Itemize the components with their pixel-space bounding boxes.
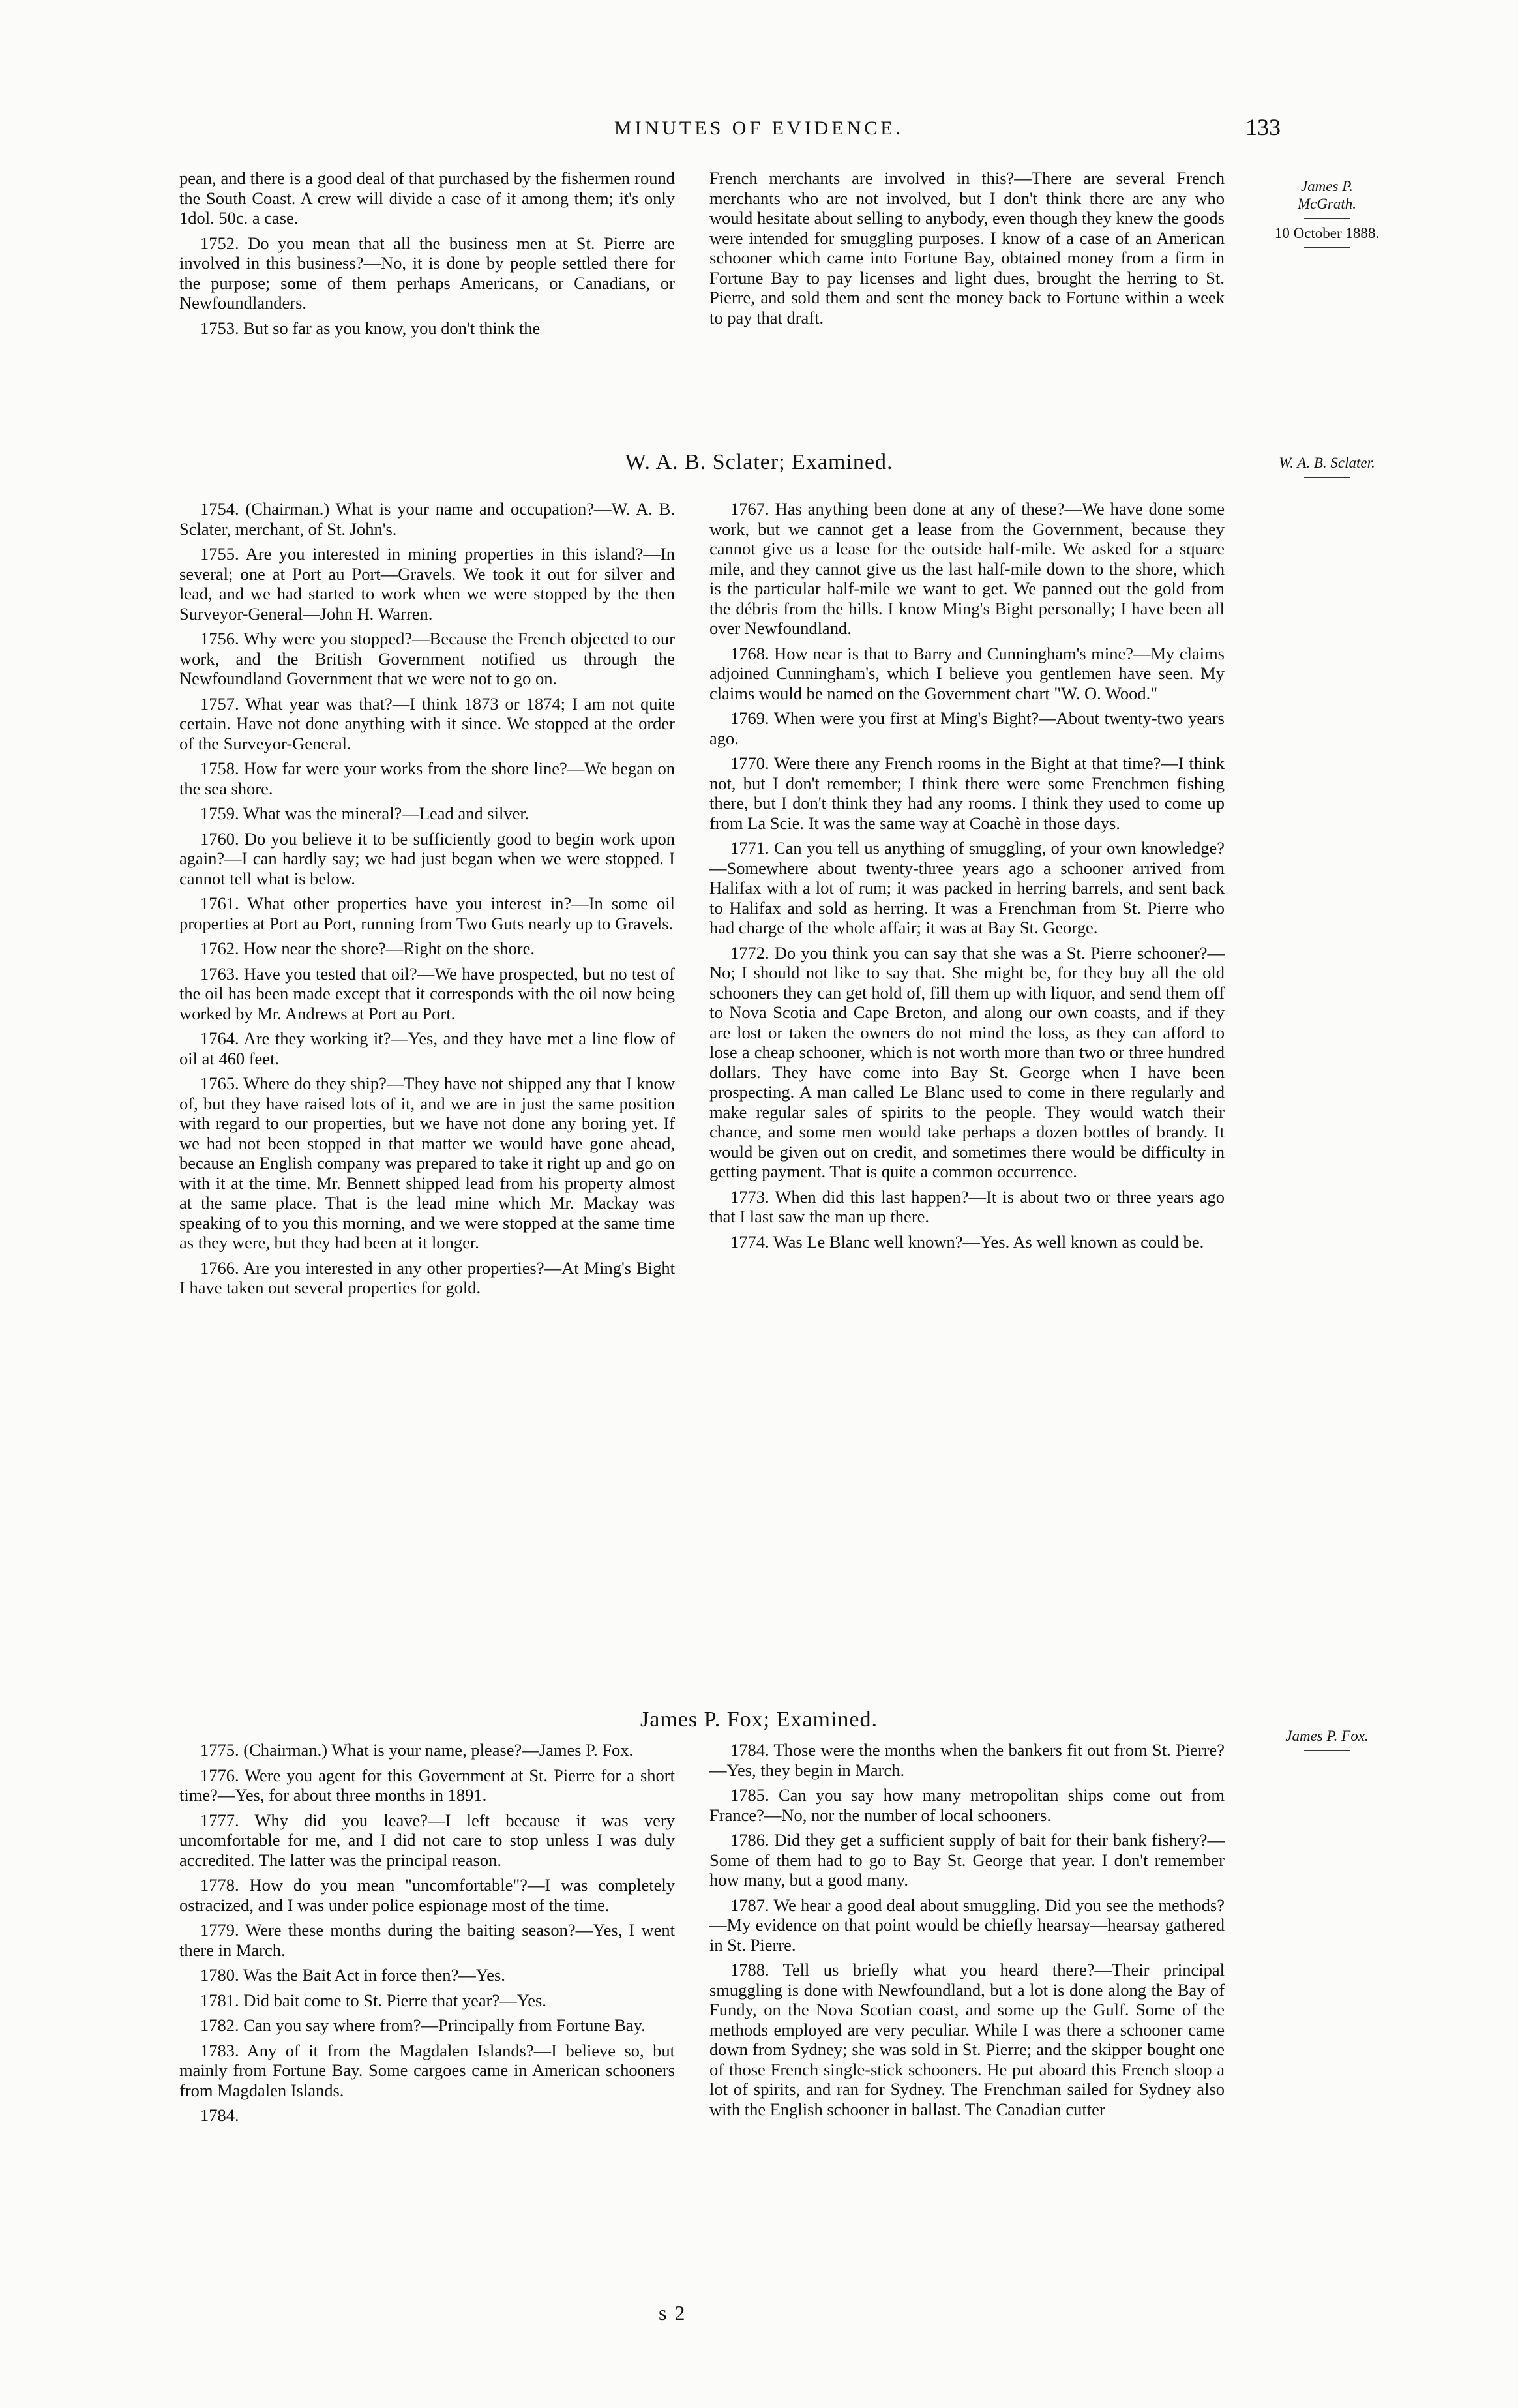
- continued-left-column: [179, 168, 675, 343]
- paragraph: 1784.: [200, 2105, 239, 2125]
- paragraph: 1786. Did they get a sufficient supply of bait for their bank fishery?—Some of them had to go to Bay St. George that year. I don't remember how many, but a good many.: [709, 1830, 1225, 1889]
- fox-left-column: [179, 1740, 675, 2131]
- margin-witness-mcgrath: [1272, 177, 1382, 254]
- continued-right-column: [709, 168, 1225, 333]
- paragraph: 1784. Those were the months when the bankers fit out from St. Pierre?—Yes, they begin in March.: [709, 1740, 1225, 1780]
- section-title-sclater: W. A. B. Sclater; Examined.: [625, 450, 893, 474]
- paragraph: 1763. Have you tested that oil?—We have prospected, but no test of the oil has been made except that it corresponds with the oil now being worked by Mr. Andrews at Port au Port.: [179, 963, 675, 1023]
- paragraph: 1757. What year was that?—I think 1873 or 1874; I am not quite certain. Have not done anything with it since. We stopped at the order of the Surveyor-General.: [179, 693, 675, 753]
- paragraph: 1754. (Chairman.) What is your name and occupation?—W. A. B. Sclater, merchant, of St. John's.: [179, 499, 675, 539]
- paragraph: 1776. Were you agent for this Government at St. Pierre for a short time?—Yes, for about three months in 1891.: [179, 1765, 675, 1805]
- page-number: 133: [1245, 114, 1281, 140]
- paragraph: 1782. Can you say where from?—Principally from Fortune Bay.: [200, 2015, 646, 2035]
- witness-date: 10 October 1888.: [1274, 225, 1380, 241]
- paragraph: 1762. How near the shore?—Right on the shore.: [200, 939, 535, 958]
- paragraph: 1752. Do you mean that all the business men at St. Pierre are involved in this business?—No, it is done by people settled there for the purpose; some of them perhaps Americans, or Canadians, or Newfoundlanders.: [179, 233, 675, 312]
- paragraph: 1779. Were these months during the baiting season?—Yes, I went there in March.: [179, 1920, 675, 1960]
- sclater-left-column: [179, 499, 675, 1303]
- paragraph: 1777. Why did you leave?—I left because it was very uncomfortable for me, and I did not care to stop unless I was duly accredited. The latter was the principal reason.: [179, 1810, 675, 1870]
- paragraph: 1769. When were you first at Ming's Bight?—About twenty-two years ago.: [709, 708, 1225, 748]
- divider: [1304, 1750, 1350, 1751]
- margin-witness-sclater: [1272, 454, 1382, 483]
- divider: [1304, 477, 1350, 478]
- divider: [1304, 218, 1350, 219]
- paragraph: 1773. When did this last happen?—It is about two or three years ago that I last saw the man up there.: [709, 1186, 1225, 1226]
- paragraph: 1785. Can you say how many metropolitan ships come out from France?—No, nor the number of local schooners.: [709, 1785, 1225, 1825]
- running-header: MINUTES OF EVIDENCE.: [614, 117, 904, 139]
- witness-name: James P. Fox.: [1285, 1728, 1369, 1744]
- paragraph: 1761. What other properties have you interest in?—In some oil properties at Port au Port, running from Two Guts nearly up to Gravels.: [179, 894, 675, 933]
- paragraph: 1774. Was Le Blanc well known?—Yes. As well known as could be.: [730, 1231, 1204, 1252]
- paragraph: 1755. Are you interested in mining properties in this island?—In several; one at Port au Port—Gravels. We took it out for silver and lead, and we had started to work when we were stopped by the then Surveyor-General—John H. Warren.: [179, 544, 675, 624]
- paragraph: 1765. Where do they ship?—They have not shipped any that I know of, but they have raised lots of it, and we are in just the same position with regard to our properties, but we have not done any boring yet. If we had not been stopped in that matter we would have gone ahead, because an English company was prepared to take it right up and go on with it at the time. Mr. Bennett shipped lead from his property almost at the same place. That is the lead mine which Mr. Mackay was speaking of to you this morning, and we were stopped at the same time as they were, but they had been at it longer.: [179, 1074, 675, 1252]
- paragraph: pean, and there is a good deal of that purchased by the fishermen round the South Coast. A crew will divide a case of it among them; it's only 1dol. 50c. a case.: [179, 168, 675, 228]
- witness-name: W. A. B. Sclater.: [1279, 455, 1375, 471]
- paragraph: 1756. Why were you stopped?—Because the French objected to our work, and the British Government notified us through the Newfoundland Government that we were not to go on.: [179, 629, 675, 688]
- paragraph: 1760. Do you believe it to be sufficiently good to begin work upon again?—I can hardly say; we had just began when we were stopped. I cannot tell what is below.: [179, 828, 675, 888]
- paragraph: 1753. But so far as you know, you don't think the: [200, 318, 541, 338]
- section-title-fox: James P. Fox; Examined.: [640, 1708, 878, 1732]
- paragraph: 1766. Are you interested in any other properties?—At Ming's Bight I have taken out several properties for gold.: [179, 1257, 675, 1297]
- paragraph: 1771. Can you tell us anything of smuggling, of your own knowledge?—Somewhere about twenty-three years ago a schooner arrived from Halifax with a lot of rum; it was packed in herring barrels, and sent back to Halifax and sold as herring. It was a Frenchman from St. Pierre who had charge of the whole affair; it was at Bay St. George.: [709, 838, 1225, 937]
- fox-right-column: [709, 1740, 1225, 2124]
- paragraph: 1788. Tell us briefly what you heard there?—Their principal smuggling is done with Newfoundland, but a lot is done along the Bay of Fundy, on the Nova Scotian coast, and some up the Gulf. Some of the methods employed are very peculiar. While I was there a schooner came down from Sydney; she was sold in St. Pierre; and the skipper bought one of those French single-stick schooners. He put aboard this French sloop a lot of spirits, and ran for Sydney. The Frenchman sailed for Sydney also with the English schooner in ballast. The Canadian cutter: [709, 1960, 1225, 2119]
- margin-witness-fox: [1272, 1727, 1382, 1756]
- paragraph: 1770. Were there any French rooms in the Bight at that time?—I think not, but I don't remember; I think there were some Frenchmen fishing there, but I don't think they had any rooms. I think they used to come up from La Scie. It was the same way at Coachè in those days.: [709, 753, 1225, 833]
- paragraph: 1781. Did bait come to St. Pierre that year?—Yes.: [200, 1990, 546, 2010]
- paragraph: French merchants are involved in this?—There are several French merchants who are not involved, but I don't think there are any who would hesitate about selling to anybody, even though they knew the goods were intended for smuggling purposes. I know of a case of an American schooner which came into Fortune Bay, obtained money from a firm in Fortune Bay to pay licenses and light dues, brought the herring to St. Pierre, and sold them and sent the money back to Fortune within a week to pay that draft.: [709, 168, 1225, 327]
- signature-mark: s 2: [659, 2301, 687, 2325]
- paragraph: 1767. Has anything been done at any of these?—We have done some work, but we cannot get a lease from the Government, because they cannot give us a lease for the outside half-mile. We asked for a square mile, and they cannot give us the last half-mile down to the shore, which is the particular half-mile we want to get. We panned out the gold from the débris from the hills. I know Ming's Bight personally; I have been all over Newfoundland.: [709, 499, 1225, 638]
- paragraph: 1772. Do you think you can say that she was a St. Pierre schooner?—No; I should not like to say that. She might be, for they buy all the old schooners they can get hold of, fill them up with liquor, and send them off to Nova Scotia and Cape Breton, and along our own coasts, and if they are lost or taken the owners do not mind the loss, as they can afford to lose a cheap schooner, which is not worth more than two or three hundred dollars. They have come into Bay St. George when I have been prospecting. A man called Le Blanc used to come in there regularly and make regular sales of spirits to the people. They would watch their chance, and some men would take perhaps a dozen bottles of brandy. It would be given out on credit, and sometimes there would be difficulty in getting payment. That is quite a common occurrence.: [709, 942, 1225, 1181]
- paragraph: 1759. What was the mineral?—Lead and silver.: [200, 804, 529, 823]
- paragraph: 1768. How near is that to Barry and Cunningham's mine?—My claims adjoined Cunningham's, which I believe you gentlemen have seen. My claims would be named on the Government chart "W. O. Wood.": [709, 643, 1225, 703]
- paragraph: 1780. Was the Bait Act in force then?—Yes.: [200, 1965, 505, 1985]
- paragraph: 1787. We hear a good deal about smuggling. Did you see the methods?—My evidence on that point would be chiefly hearsay—hearsay gathered in St. Pierre.: [709, 1895, 1225, 1955]
- divider: [1304, 247, 1350, 248]
- paragraph: 1783. Any of it from the Magdalen Islands?—I believe so, but mainly from Fortune Bay. Some cargoes came in American schooners from Magdalen Islands.: [179, 2040, 675, 2100]
- witness-name: James P. McGrath.: [1297, 178, 1357, 212]
- paragraph: 1758. How far were your works from the shore line?—We began on the sea shore.: [179, 759, 675, 798]
- paragraph: 1778. How do you mean "uncomfortable"?—I was completely ostracized, and I was under police espionage most of the time.: [179, 1875, 675, 1915]
- paragraph: 1775. (Chairman.) What is your name, please?—James P. Fox.: [200, 1740, 634, 1760]
- sclater-right-column: [709, 499, 1225, 1257]
- paragraph: 1764. Are they working it?—Yes, and they have met a line flow of oil at 460 feet.: [179, 1029, 675, 1068]
